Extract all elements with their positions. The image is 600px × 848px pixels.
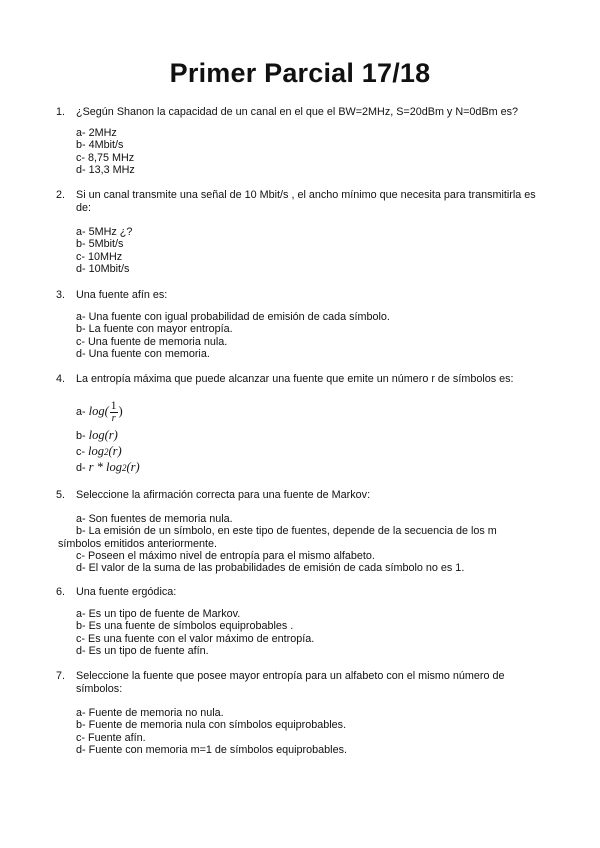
question-text: ¿Según Shanon la capacidad de un canal en el que el BW=2MHz, S=20dBm y N=0dBm es? (76, 106, 519, 118)
math-log: log( (88, 404, 109, 418)
math-argument: (r) (126, 460, 140, 474)
option-b-continuation: símbolos emitidos anteriormente. (58, 537, 218, 550)
question-text: Seleccione la afirmación correcta para una fuente de Markov: (76, 489, 371, 501)
option-prefix: d- (76, 462, 86, 474)
fraction-denominator: r (111, 412, 116, 424)
question-number: 5. (56, 489, 66, 501)
option-d: d- 10Mbit/s (76, 262, 130, 275)
option-d: d- Fuente con memoria m=1 de símbolos equiprobables. (76, 743, 347, 756)
options-list (76, 311, 556, 360)
options-list (76, 127, 556, 176)
option-d (76, 459, 556, 475)
option-d: d- El valor de la suma de las probabilidades de emisión de cada símbolo no es 1. (76, 562, 465, 575)
option-c: c- Una fuente de memoria nula. (76, 335, 228, 348)
option-c: c- Poseen el máximo nivel de entropía para el mismo alfabeto. (76, 549, 375, 562)
option-b: b- La fuente con mayor entropía. (76, 323, 233, 336)
option-prefix: a- (76, 406, 86, 418)
option-d: d- 13,3 MHz (76, 163, 135, 176)
math-subscript: 2 (121, 463, 127, 473)
option-c: c- 10MHz (76, 250, 123, 263)
option-c: c- Fuente afín. (76, 731, 146, 744)
option-b (76, 427, 556, 443)
question-number: 7. (56, 670, 66, 682)
question-number: 2. (56, 189, 66, 201)
option-d: d- Una fuente con memoria. (76, 347, 210, 360)
fraction (110, 401, 118, 424)
math-argument: (r) (108, 444, 122, 458)
question-number: 4. (56, 373, 66, 385)
fraction-numerator: 1 (110, 399, 117, 412)
math-subscript: 2 (103, 447, 109, 457)
option-c (76, 443, 556, 459)
option-b: b- Fuente de memoria nula con símbolos equiprobables. (76, 719, 347, 732)
option-a: a- Son fuentes de memoria nula. (76, 513, 233, 525)
options-list (76, 226, 556, 275)
option-prefix: b- (76, 430, 86, 442)
math-log: log (88, 444, 104, 458)
option-prefix: c- (76, 446, 85, 458)
question-number: 6. (56, 586, 66, 598)
options-list (76, 707, 556, 756)
question-number: 1. (56, 106, 66, 118)
option-c: c- 8,75 MHz (76, 151, 135, 164)
option-b: b- Es una fuente de símbolos equiprobables . (76, 620, 294, 633)
option-c: c- Es una fuente con el valor máximo de entropía. (76, 632, 315, 645)
question-text: Una fuente ergódica: (76, 586, 177, 598)
option-a: a- Fuente de memoria no nula. (76, 707, 224, 719)
question-number: 3. (56, 289, 66, 301)
option-b: b- 4Mbit/s (76, 139, 124, 152)
question-text: Si un canal transmite una señal de 10 Mbit/s , el ancho mínimo que necesita para transmitirla es de: (76, 189, 536, 214)
question-text: Una fuente afín es: (76, 289, 168, 301)
math-close-paren: ) (118, 404, 123, 418)
options-list (58, 513, 556, 575)
math-product: r * log (88, 460, 122, 474)
option-a (76, 396, 556, 427)
question-text: Seleccione la fuente que posee mayor entropía para un alfabeto con el mismo número de símbolos: (76, 670, 505, 695)
option-b: b- La emisión de un símbolo, en este tipo de fuentes, depende de la secuencia de los m (76, 525, 497, 538)
option-a: a- 2MHz (76, 127, 117, 139)
option-a: a- 5MHz ¿? (76, 226, 133, 238)
math-expression: log(r) (88, 428, 118, 442)
page-title: Primer Parcial 17/18 (169, 58, 431, 88)
option-b: b- 5Mbit/s (76, 238, 124, 251)
option-a: a- Es un tipo de fuente de Markov. (76, 608, 241, 620)
option-a: a- Una fuente con igual probabilidad de emisión de cada símbolo. (76, 311, 390, 323)
option-d: d- Es un tipo de fuente afín. (76, 644, 209, 657)
options-list (76, 396, 556, 475)
question-text: La entropía máxima que puede alcanzar una fuente que emite un número r de símbolos es: (76, 373, 514, 385)
options-list (76, 608, 556, 657)
